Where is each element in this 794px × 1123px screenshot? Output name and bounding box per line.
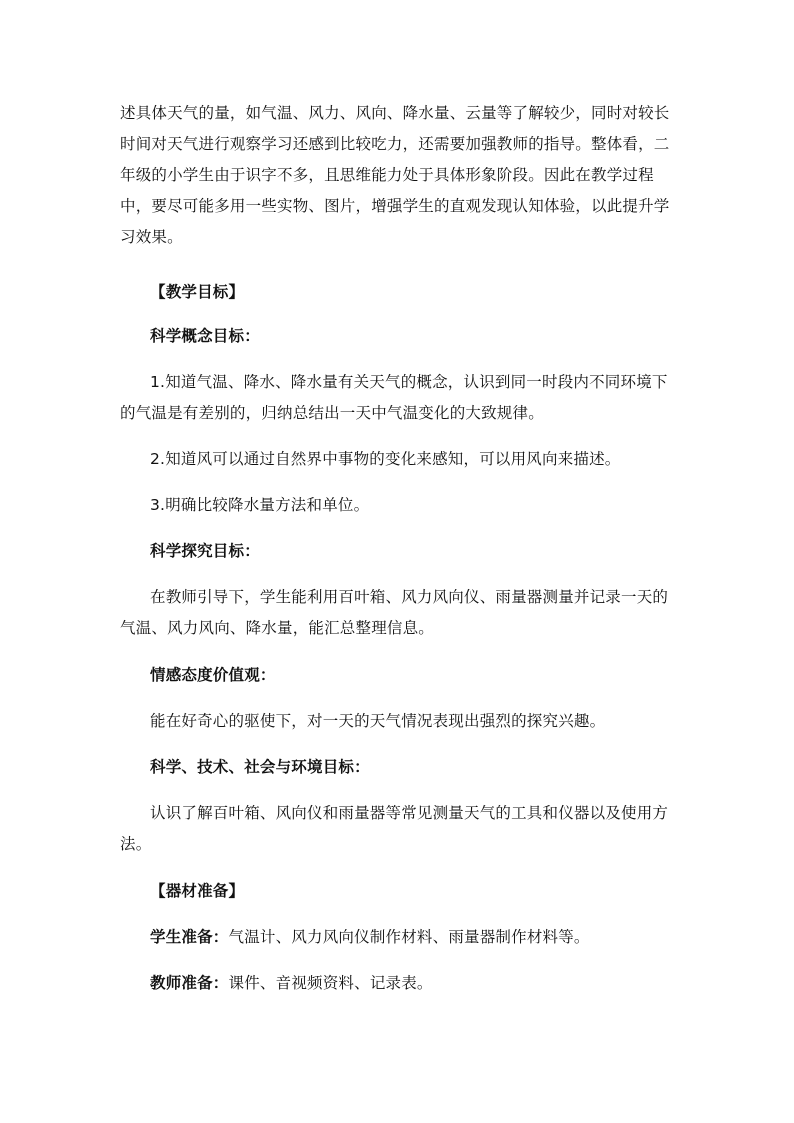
stse-heading: 科学、技术、社会与环境目标： <box>150 758 370 776</box>
section-materials-heading: 【器材准备】 <box>150 882 245 900</box>
stse-text: 认识了解百叶箱、风向仪和雨量器等常见测量天气的工具和仪器以及使用方法。 <box>120 804 669 853</box>
teacher-prep-text: 课件、音视频资料、记录表。 <box>228 974 433 992</box>
attitude-text: 能在好奇心的驱使下，对一天的天气情况表现出强烈的探究兴趣。 <box>150 712 606 730</box>
concept-item-3: 3.明确比较降水量方法和单位。 <box>150 496 370 514</box>
student-prep-label: 学生准备： <box>150 928 229 946</box>
attitude-heading: 情感态度价值观： <box>150 666 276 684</box>
science-concept-heading: 科学概念目标： <box>150 327 260 345</box>
science-inquiry-heading: 科学探究目标： <box>150 542 260 560</box>
section-goals-heading: 【教学目标】 <box>150 283 245 301</box>
concept-item-2: 2.知道风可以通过自然界中事物的变化来感知，可以用风向来描述。 <box>150 450 621 468</box>
teacher-prep-line <box>120 968 678 999</box>
student-prep-line <box>120 922 678 953</box>
teacher-prep-label: 教师准备： <box>150 974 229 992</box>
intro-paragraph: 述具体天气的量，如气温、风力、风向、降水量、云量等了解较少，同时对较长时间对天气进行观察学习还感到比较吃力，还需要加强教师的指导。整体看，二年级的小学生由于识字不多，且思维能力处于具体形象阶段。因此在教学过程中，要尽可能多用一些实物、图片，增强学生的直观发现认知体验，以此提升学习效果。 <box>120 104 670 246</box>
student-prep-text: 气温计、风力风向仪制作材料、雨量器制作材料等。 <box>228 928 590 946</box>
inquiry-text: 在教师引导下，学生能利用百叶箱、风力风向仪、雨量器测量并记录一天的气温、风力风向、降水量，能汇总整理信息。 <box>120 588 669 637</box>
concept-item-1: 1.知道气温、降水、降水量有关天气的概念，认识到同一时段内不同环境下的气温是有差别的，归纳总结出一天中气温变化的大致规律。 <box>120 373 668 422</box>
